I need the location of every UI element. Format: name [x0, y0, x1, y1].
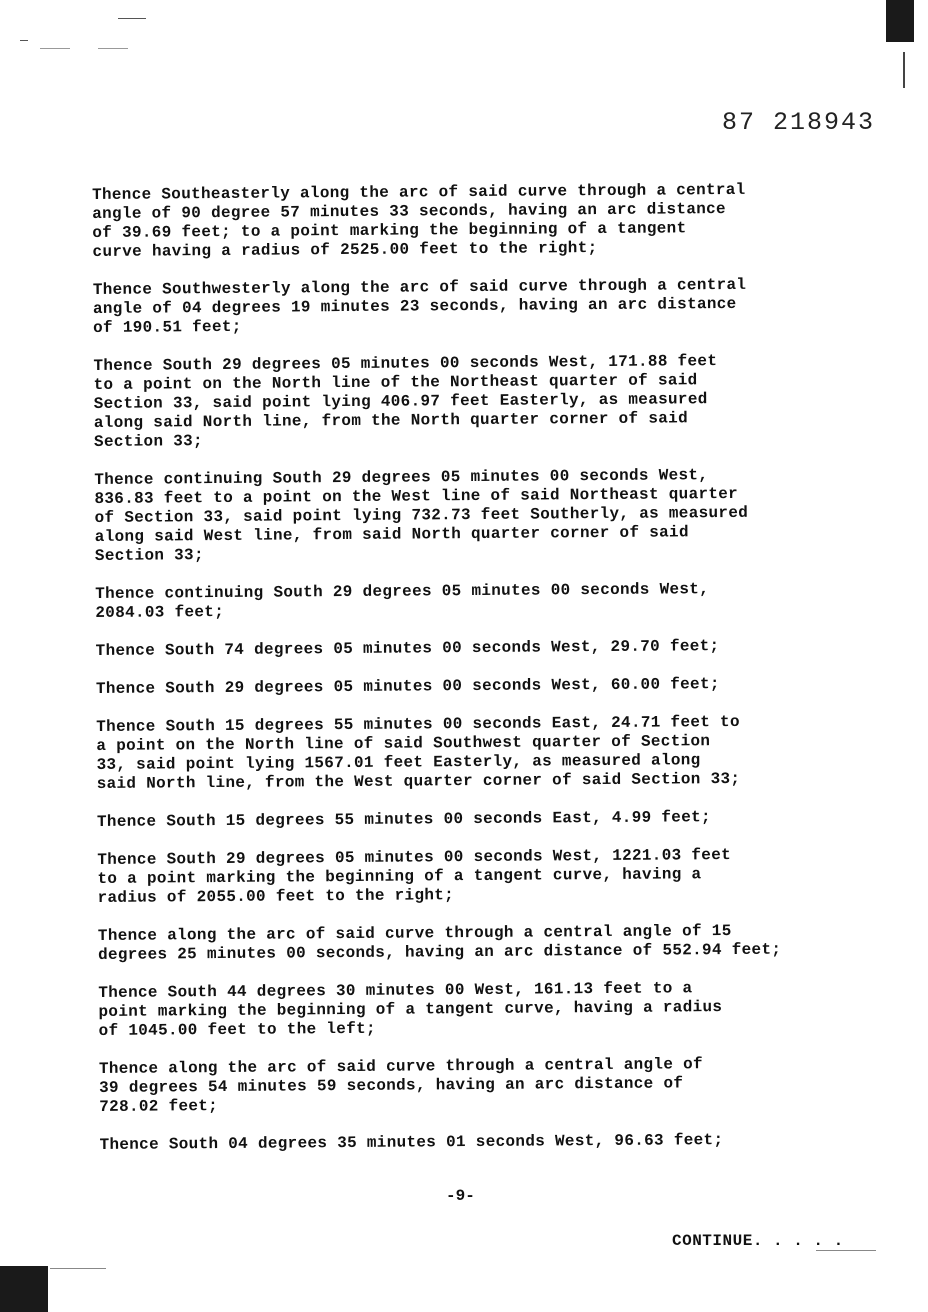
paragraph-8: Thence South 15 degrees 55 minutes 00 seconds East, 24.71 feet to a point on the North line of said Southwest quarter of Section 33, said point lying 1567.01 feet Easterly, as measured along said North line, from the West quarter corner of said Section 33;: [96, 712, 741, 793]
legal-description: [92, 180, 850, 1174]
paragraph-1: Thence Southeasterly along the arc of said curve through a central angle of 90 degree 57 minutes 33 seconds, having an arc distance of 39.69 feet; to a point marking the beginning of a tangent curve having a radius of 2525.00 feet to the right;: [92, 180, 746, 261]
paragraph-10: Thence South 29 degrees 05 minutes 00 seconds West, 1221.03 feet to a point marking the beginning of a tangent curve, having a radius of 2055.00 feet to the right;: [97, 846, 732, 907]
scan-speck: [98, 48, 128, 49]
paragraph-13: Thence along the arc of said curve through a central angle of 39 degrees 54 minutes 59 seconds, having an arc distance of 728.02 feet;: [98, 1055, 703, 1116]
paragraph-2: Thence Southwesterly along the arc of said curve through a central angle of 04 degrees 19 minutes 23 seconds, having an arc distance of 190.51 feet;: [92, 275, 747, 337]
scan-margin-line-right: [903, 52, 905, 88]
paragraph-12: Thence South 44 degrees 30 minutes 00 West, 161.13 feet to a point marking the beginning of a tangent curve, having a radius of 1045.00 feet to the left;: [98, 979, 723, 1040]
scan-edge-mark-top-right: [886, 0, 914, 42]
scan-speck: [118, 18, 146, 19]
paragraph-3: Thence South 29 degrees 05 minutes 00 seconds West, 171.88 feet to a point on the North line of the Northeast quarter of said Section 33, said point lying 406.97 feet Easterly, as measured along said North line, from the North quarter corner of said Section 33;: [93, 352, 718, 451]
paragraph-6: Thence South 74 degrees 05 minutes 00 seconds West, 29.70 feet;: [95, 637, 720, 660]
scan-speck: [40, 48, 70, 49]
scan-speck: [20, 40, 28, 41]
scan-speck: [50, 1268, 106, 1269]
page-number: -9-: [446, 1187, 475, 1205]
recording-number: 87 218943: [722, 108, 876, 137]
continue-label: CONTINUE. . . . .: [672, 1232, 844, 1250]
paragraph-4: Thence continuing South 29 degrees 05 minutes 00 seconds West, 836.83 feet to a point on the West line of said Northeast quarter of Section 33, said point lying 732.73 feet Southerly, as measured along said West line, from said North quarter corner of said Section 33;: [94, 466, 749, 565]
scan-speck: [816, 1250, 876, 1251]
paragraph-11: Thence along the arc of said curve through a central angle of 15 degrees 25 minutes 00 seconds, having an arc distance of 552.94 feet;: [97, 922, 782, 964]
paragraph-7: Thence South 29 degrees 05 minutes 00 seconds West, 60.00 feet;: [95, 675, 720, 698]
paragraph-5: Thence continuing South 29 degrees 05 minutes 00 seconds West, 2084.03 feet;: [95, 580, 710, 622]
scan-edge-mark-bottom-left: [0, 1266, 48, 1312]
paragraph-14: Thence South 04 degrees 35 minutes 01 seconds West, 96.63 feet;: [99, 1131, 724, 1154]
paragraph-9: Thence South 15 degrees 55 minutes 00 seconds East, 4.99 feet;: [96, 808, 711, 831]
